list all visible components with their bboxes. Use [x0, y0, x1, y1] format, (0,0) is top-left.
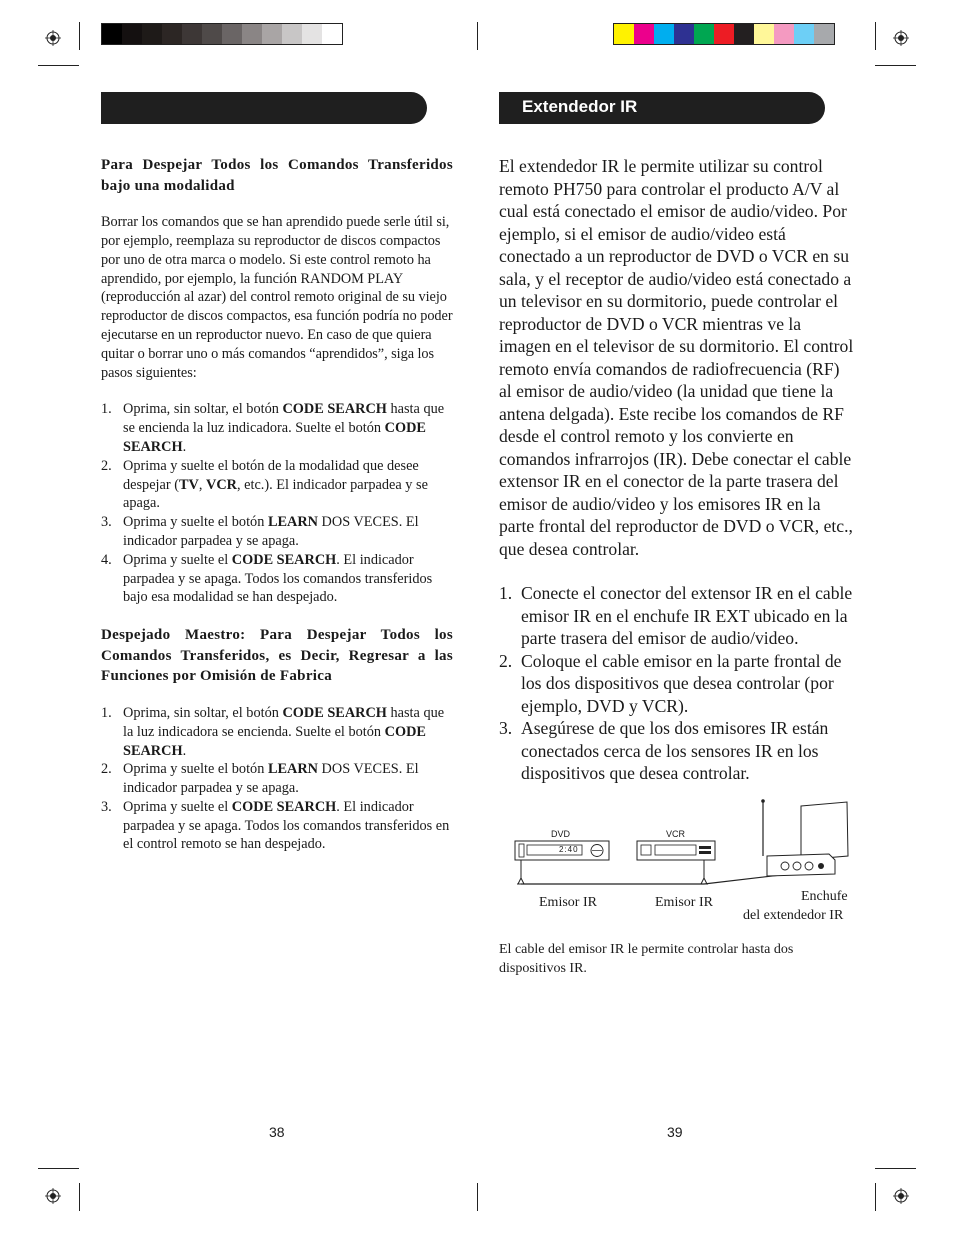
step-text: . El indicador parpadea y se apaga. Todos los comandos transferidos bajo esa modalidad se han despejado. [123, 551, 433, 606]
step-number: 1. [101, 401, 112, 418]
color-swatch [102, 24, 122, 44]
step-number: 2. [101, 457, 112, 474]
section-heading-master-clear: Despejado Maestro: Para Despejar Todos los Comandos Transferidos, es Decir, Regresar a las Funciones por Omisión de Fabrica [101, 627, 453, 685]
crop-mark [38, 1168, 79, 1169]
process-color-bar [613, 23, 835, 45]
step-text: . [182, 742, 187, 759]
step-number: 2. [499, 650, 513, 671]
color-swatch [182, 24, 202, 44]
step-text: DOS VECES. El indicador parpadea y se apaga. [123, 761, 419, 797]
registration-mark-icon [893, 1188, 909, 1204]
step-button-name: CODE SEARCH [282, 704, 387, 721]
crop-mark [477, 1183, 478, 1211]
color-swatch [322, 24, 342, 44]
step-item [101, 457, 453, 513]
step-button-name: CODE SEARCH [231, 551, 337, 568]
color-swatch [674, 24, 694, 44]
color-swatch [814, 24, 834, 44]
crop-mark [875, 1168, 916, 1169]
page-number-left: 38 [269, 1124, 285, 1140]
crop-mark [477, 22, 478, 50]
extender-jack-label-line1: Enchufe [801, 889, 848, 904]
ir-emitter-cable [517, 860, 789, 884]
color-swatch [754, 24, 774, 44]
color-swatch [162, 24, 182, 44]
color-swatch [694, 24, 714, 44]
ir-emitter-label-2: Emisor IR [655, 895, 713, 910]
crop-mark [875, 22, 876, 50]
crop-mark [79, 22, 80, 50]
vcr-illustration [637, 841, 715, 860]
step-text: hasta que la luz indicadora se encienda. Suelte el botón [123, 704, 445, 740]
figure-caption: El cable del emisor IR le permite controlar hasta dos dispositivos IR. [499, 942, 794, 976]
crop-mark [875, 65, 916, 66]
crop-mark [875, 1183, 876, 1211]
step-button-name: CODE SEARCH [231, 798, 337, 815]
grayscale-color-bar [101, 23, 343, 45]
registration-mark-icon [45, 30, 61, 46]
right-page-header-bar [499, 92, 825, 124]
step-text: Oprima y suelte el botón [123, 514, 268, 531]
step-item [499, 717, 855, 785]
step-text: Oprima y suelte el botón de la modalidad que desee despejar ( [123, 457, 419, 493]
step-text: Coloque el cable emisor en la parte frontal de los dos dispositivos que desea controlar (por ejemplo, DVD y VCR). [521, 650, 842, 716]
step-button-name: LEARN [267, 514, 318, 531]
color-swatch [302, 24, 322, 44]
ir-emitter-label-1: Emisor IR [539, 895, 597, 910]
color-swatch [262, 24, 282, 44]
step-text: Oprima, sin soltar, el botón [123, 401, 283, 418]
step-button-name: CODE SEARCH [123, 723, 426, 759]
master-clear-steps-list [101, 704, 453, 854]
color-swatch [654, 24, 674, 44]
crop-mark [79, 1183, 80, 1211]
step-text: Oprima, sin soltar, el botón [123, 704, 283, 721]
step-button-name: VCR [206, 476, 237, 493]
registration-mark-icon [893, 30, 909, 46]
color-swatch [142, 24, 162, 44]
step-item [101, 798, 453, 854]
step-item [101, 513, 453, 551]
av-sender-illustration [761, 799, 848, 876]
extender-jack-label-line2: del extendedor IR [743, 908, 844, 923]
step-number: 3. [499, 718, 513, 738]
step-button-name: CODE SEARCH [123, 420, 426, 455]
vcr-label: VCR [666, 829, 686, 839]
color-swatch [734, 24, 754, 44]
step-text: . El indicador parpadea y se apaga. Todos los comandos transferidos en el control remoto se han despejado. [123, 798, 450, 853]
right-page-header-title: Extendedor IR [522, 97, 638, 116]
section-heading-clear-mode: Para Despejar Todos los Comandos Transferidos bajo una modalidad [101, 157, 453, 194]
step-number: 3. [101, 798, 112, 815]
step-item [499, 650, 855, 718]
step-text: . [182, 438, 187, 455]
left-page-header-bar [101, 92, 427, 124]
step-item [499, 582, 855, 650]
step-text: DOS VECES. El indicador parpadea y se apaga. [123, 514, 419, 549]
color-swatch [122, 24, 142, 44]
step-number: 1. [101, 704, 112, 721]
crop-mark [38, 65, 79, 66]
step-text: , [198, 476, 206, 493]
step-button-name: LEARN [267, 761, 318, 778]
color-swatch [202, 24, 222, 44]
step-item [101, 760, 453, 798]
color-swatch [634, 24, 654, 44]
registration-mark-icon [45, 1188, 61, 1204]
dvd-display-readout: 2:40 [559, 845, 579, 854]
color-swatch [242, 24, 262, 44]
dvd-label: DVD [551, 829, 571, 839]
color-swatch [282, 24, 302, 44]
step-text: Oprima y suelte el botón [123, 761, 268, 778]
step-text: Asegúrese de que los dos emisores IR están conectados cerca de los sensores IR en los dispositivos que desea controlar. [521, 718, 829, 783]
step-text: , etc.). El indicador parpadea y se apaga. [123, 476, 428, 512]
step-item [101, 551, 453, 607]
ir-extender-intro-paragraph: El extendedor IR le permite utilizar su control remoto PH750 para controlar el producto A/V al cual está conectado el emisor de audio/video. Por ejemplo, si el emisor de audio/video está conectado a un reproductor de DVD o VCR en su sala, y el receptor de audio/video está conectado a un televisor en su dormitorio, puede controlar el reproductor de DVD o VCR mientras ve la imagen en el televisor de su dormitorio. El control remoto envía comandos de radiofrecuencia (RF) al emisor de audio/video (la unidad que tiene la antena delgada). Este recibe los comandos de RF desde el control remoto y los convierte en comandos infrarrojos (IR). Debe conectar el cable extensor IR en el conector de la parte trasera del emisor de audio/video y los emisores IR en la parte frontal del reproductor de DVD o VCR, etc., que desea controlar. [499, 156, 854, 559]
step-text: Conecte el conector del extensor IR en el cable emisor IR en el enchufe IR EXT ubicado en la parte trasera del emisor de audio/video. [521, 583, 853, 648]
left-page-content [101, 155, 453, 854]
step-text: Oprima y suelte el [123, 798, 232, 815]
ir-extender-steps-list [499, 582, 855, 785]
color-swatch [774, 24, 794, 44]
section-intro-paragraph: Borrar los comandos que se han aprendido puede serle útil si, por ejemplo, reemplaza su reproductor de discos compactos por uno de otra marca o modelo. Si este control remoto ha aprendido, por ejemplo, la función RANDOM PLAY (reproducción al azar) del control remoto original de su viejo reproductor de discos compactos, esa función podría no poder ejecutarse en un reproductor nuevo. En caso de que quiera quitar o borrar uno o más comandos “aprendidos”, siga los pasos siguientes: [101, 214, 453, 381]
color-swatch [794, 24, 814, 44]
page-number-right: 39 [667, 1124, 683, 1140]
step-number: 4. [101, 551, 112, 568]
step-item [101, 704, 453, 760]
color-swatch [714, 24, 734, 44]
step-number: 2. [101, 761, 112, 778]
clear-mode-steps-list [101, 400, 453, 607]
step-button-name: CODE SEARCH [282, 401, 387, 418]
step-number: 3. [101, 514, 112, 531]
step-item [101, 400, 453, 456]
step-text: Oprima y suelte el [123, 551, 232, 568]
color-swatch [222, 24, 242, 44]
step-number: 1. [499, 583, 513, 603]
ir-extender-diagram [499, 798, 855, 898]
step-button-name: TV [178, 476, 199, 493]
step-text: hasta que se encienda la luz indicadora. Suelte el botón [123, 401, 445, 437]
right-page-content [499, 155, 855, 785]
color-swatch [614, 24, 634, 44]
